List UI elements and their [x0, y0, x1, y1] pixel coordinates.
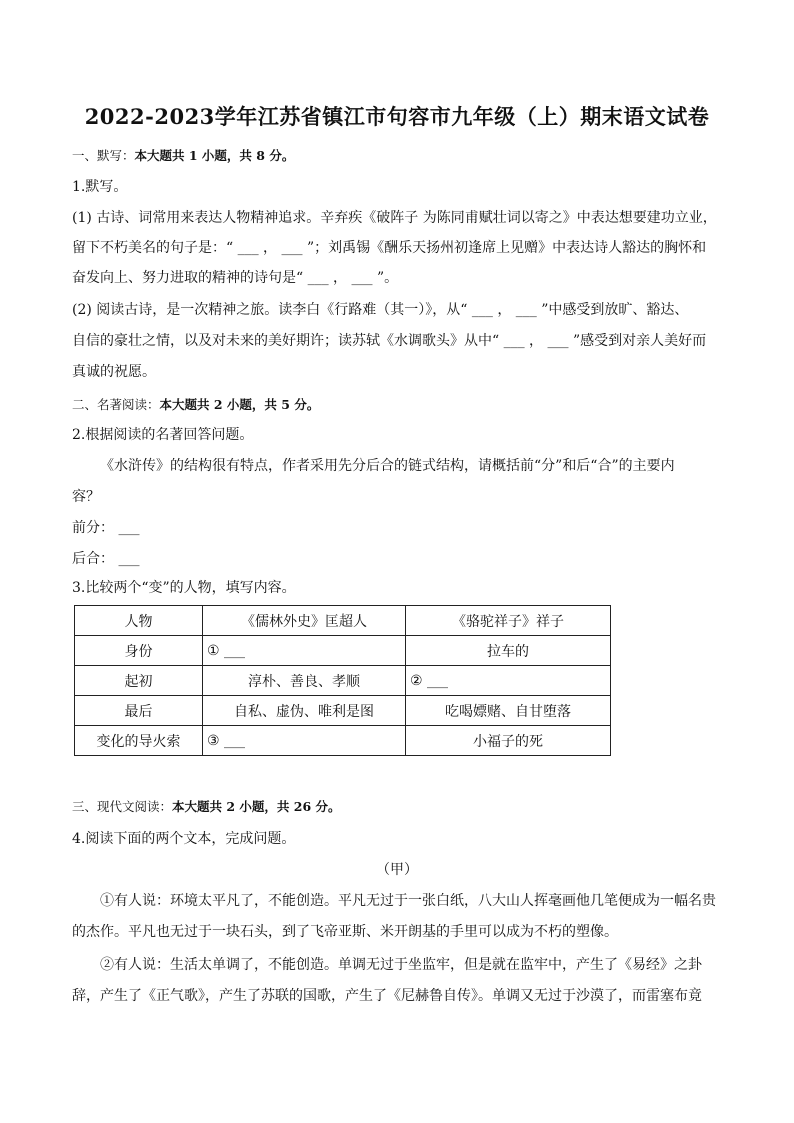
question-2-body-line1: 《水浒传》的结构很有特点，作者采用先分后合的链式结构，请概括前“分”和后“合”的主要内 [100, 458, 675, 474]
question-1-part1-line3: 奋发向上、努力进取的精神的诗句是“ ___ ， ___ ”。 [72, 270, 399, 286]
page-title: 2022-2023学年江苏省镇江市句容市九年级（上）期末语文试卷 [84, 104, 710, 129]
section-2-label: 二、名著阅读： [72, 397, 160, 412]
table-cell: ① ___ [203, 636, 406, 666]
question-4-stem: 4.阅读下面的两个文本，完成问题。 [72, 831, 296, 847]
table-cell: ② ___ [406, 666, 611, 696]
table-row [75, 636, 611, 666]
section-1-desc: 本大题共 1 小题，共 8 分。 [134, 148, 295, 163]
table-cell: 拉车的 [406, 636, 611, 666]
question-1-part2-line2: 自信的豪壮之情，以及对未来的美好期许；读苏轼《水调歌头》从中“ ___ ， ___ ”感受到对亲人美好而 [72, 333, 707, 349]
question-2-front-answer: 前分： ___ [72, 520, 140, 536]
question-1-part2-line1: (2) 阅读古诗，是一次精神之旅。读李白《行路难（其一）》，从“ ___ ， ___ ”中感受到放旷、豁达、 [72, 302, 689, 318]
question-3-stem: 3.比较两个“变”的人物，填写内容。 [72, 580, 296, 596]
section-1-label: 一、默写： [72, 148, 135, 163]
table-row [75, 696, 611, 726]
table-row [75, 726, 611, 756]
table-cell: 身份 [75, 636, 203, 666]
text-a-para2-line1: ②有人说：生活太单调了，不能创造。单调无过于坐监牢，但是就在监牢中，产生了《易经》之卦 [100, 957, 702, 973]
text-a-para1-line1: ①有人说：环境太平凡了，不能创造。平凡无过于一张白纸，八大山人挥毫画他几笔便成为一幅名贵 [100, 893, 716, 909]
section-3-header [72, 797, 732, 817]
table-cell: 吃喝嫖赌、自甘堕落 [406, 696, 611, 726]
table-header-cell: 《儒林外史》匡超人 [203, 606, 406, 636]
table-cell: 淳朴、善良、孝顺 [203, 666, 406, 696]
text-a-para2-line2: 辞，产生了《正气歌》，产生了苏联的国歌，产生了《尼赫鲁自传》。单调又无过于沙漠了，而雷塞布竟 [72, 988, 702, 1004]
section-1-header [72, 146, 732, 166]
text-a-para1-line2: 的杰作。平凡也无过于一块石头，到了飞帝亚斯、米开朗基的手里可以成为不朽的塑像。 [72, 924, 618, 940]
section-3-desc: 本大题共 2 小题，共 26 分。 [172, 799, 341, 814]
section-2-desc: 本大题共 2 小题，共 5 分。 [159, 397, 320, 412]
text-a-subtitle: （甲） [376, 862, 418, 878]
table-cell: 自私、虚伪、唯利是图 [203, 696, 406, 726]
question-1-part1-line1: (1) 古诗、词常用来表达人物精神追求。辛弃疾《破阵子 为陈同甫赋壮词以寄之》中表达想要建功立业， [72, 210, 717, 226]
question-2-body-line2: 容？ [72, 489, 100, 505]
table-header-row [75, 606, 611, 636]
question-1-stem: 1.默写。 [72, 179, 128, 195]
table-header-cell: 人物 [75, 606, 203, 636]
section-2-header [72, 395, 732, 415]
comparison-table [74, 605, 611, 756]
question-2-stem: 2.根据阅读的名著回答问题。 [72, 427, 254, 443]
table-cell: ③ ___ [203, 726, 406, 756]
question-2-back-answer: 后合： ___ [72, 551, 140, 567]
table-cell: 小福子的死 [406, 726, 611, 756]
question-1-part1-line2: 留下不朽美名的句子是：“ ___ ， ___ ”；刘禹锡《酬乐天扬州初逢席上见赠》中表达诗人豁达的胸怀和 [72, 240, 707, 256]
table-cell: 起初 [75, 666, 203, 696]
table-row [75, 666, 611, 696]
table-cell: 变化的导火索 [75, 726, 203, 756]
table-cell: 最后 [75, 696, 203, 726]
table-header-cell: 《骆驼祥子》祥子 [406, 606, 611, 636]
question-1-part2-line3: 真诚的祝愿。 [72, 364, 156, 380]
section-3-label: 三、现代文阅读： [72, 799, 173, 814]
